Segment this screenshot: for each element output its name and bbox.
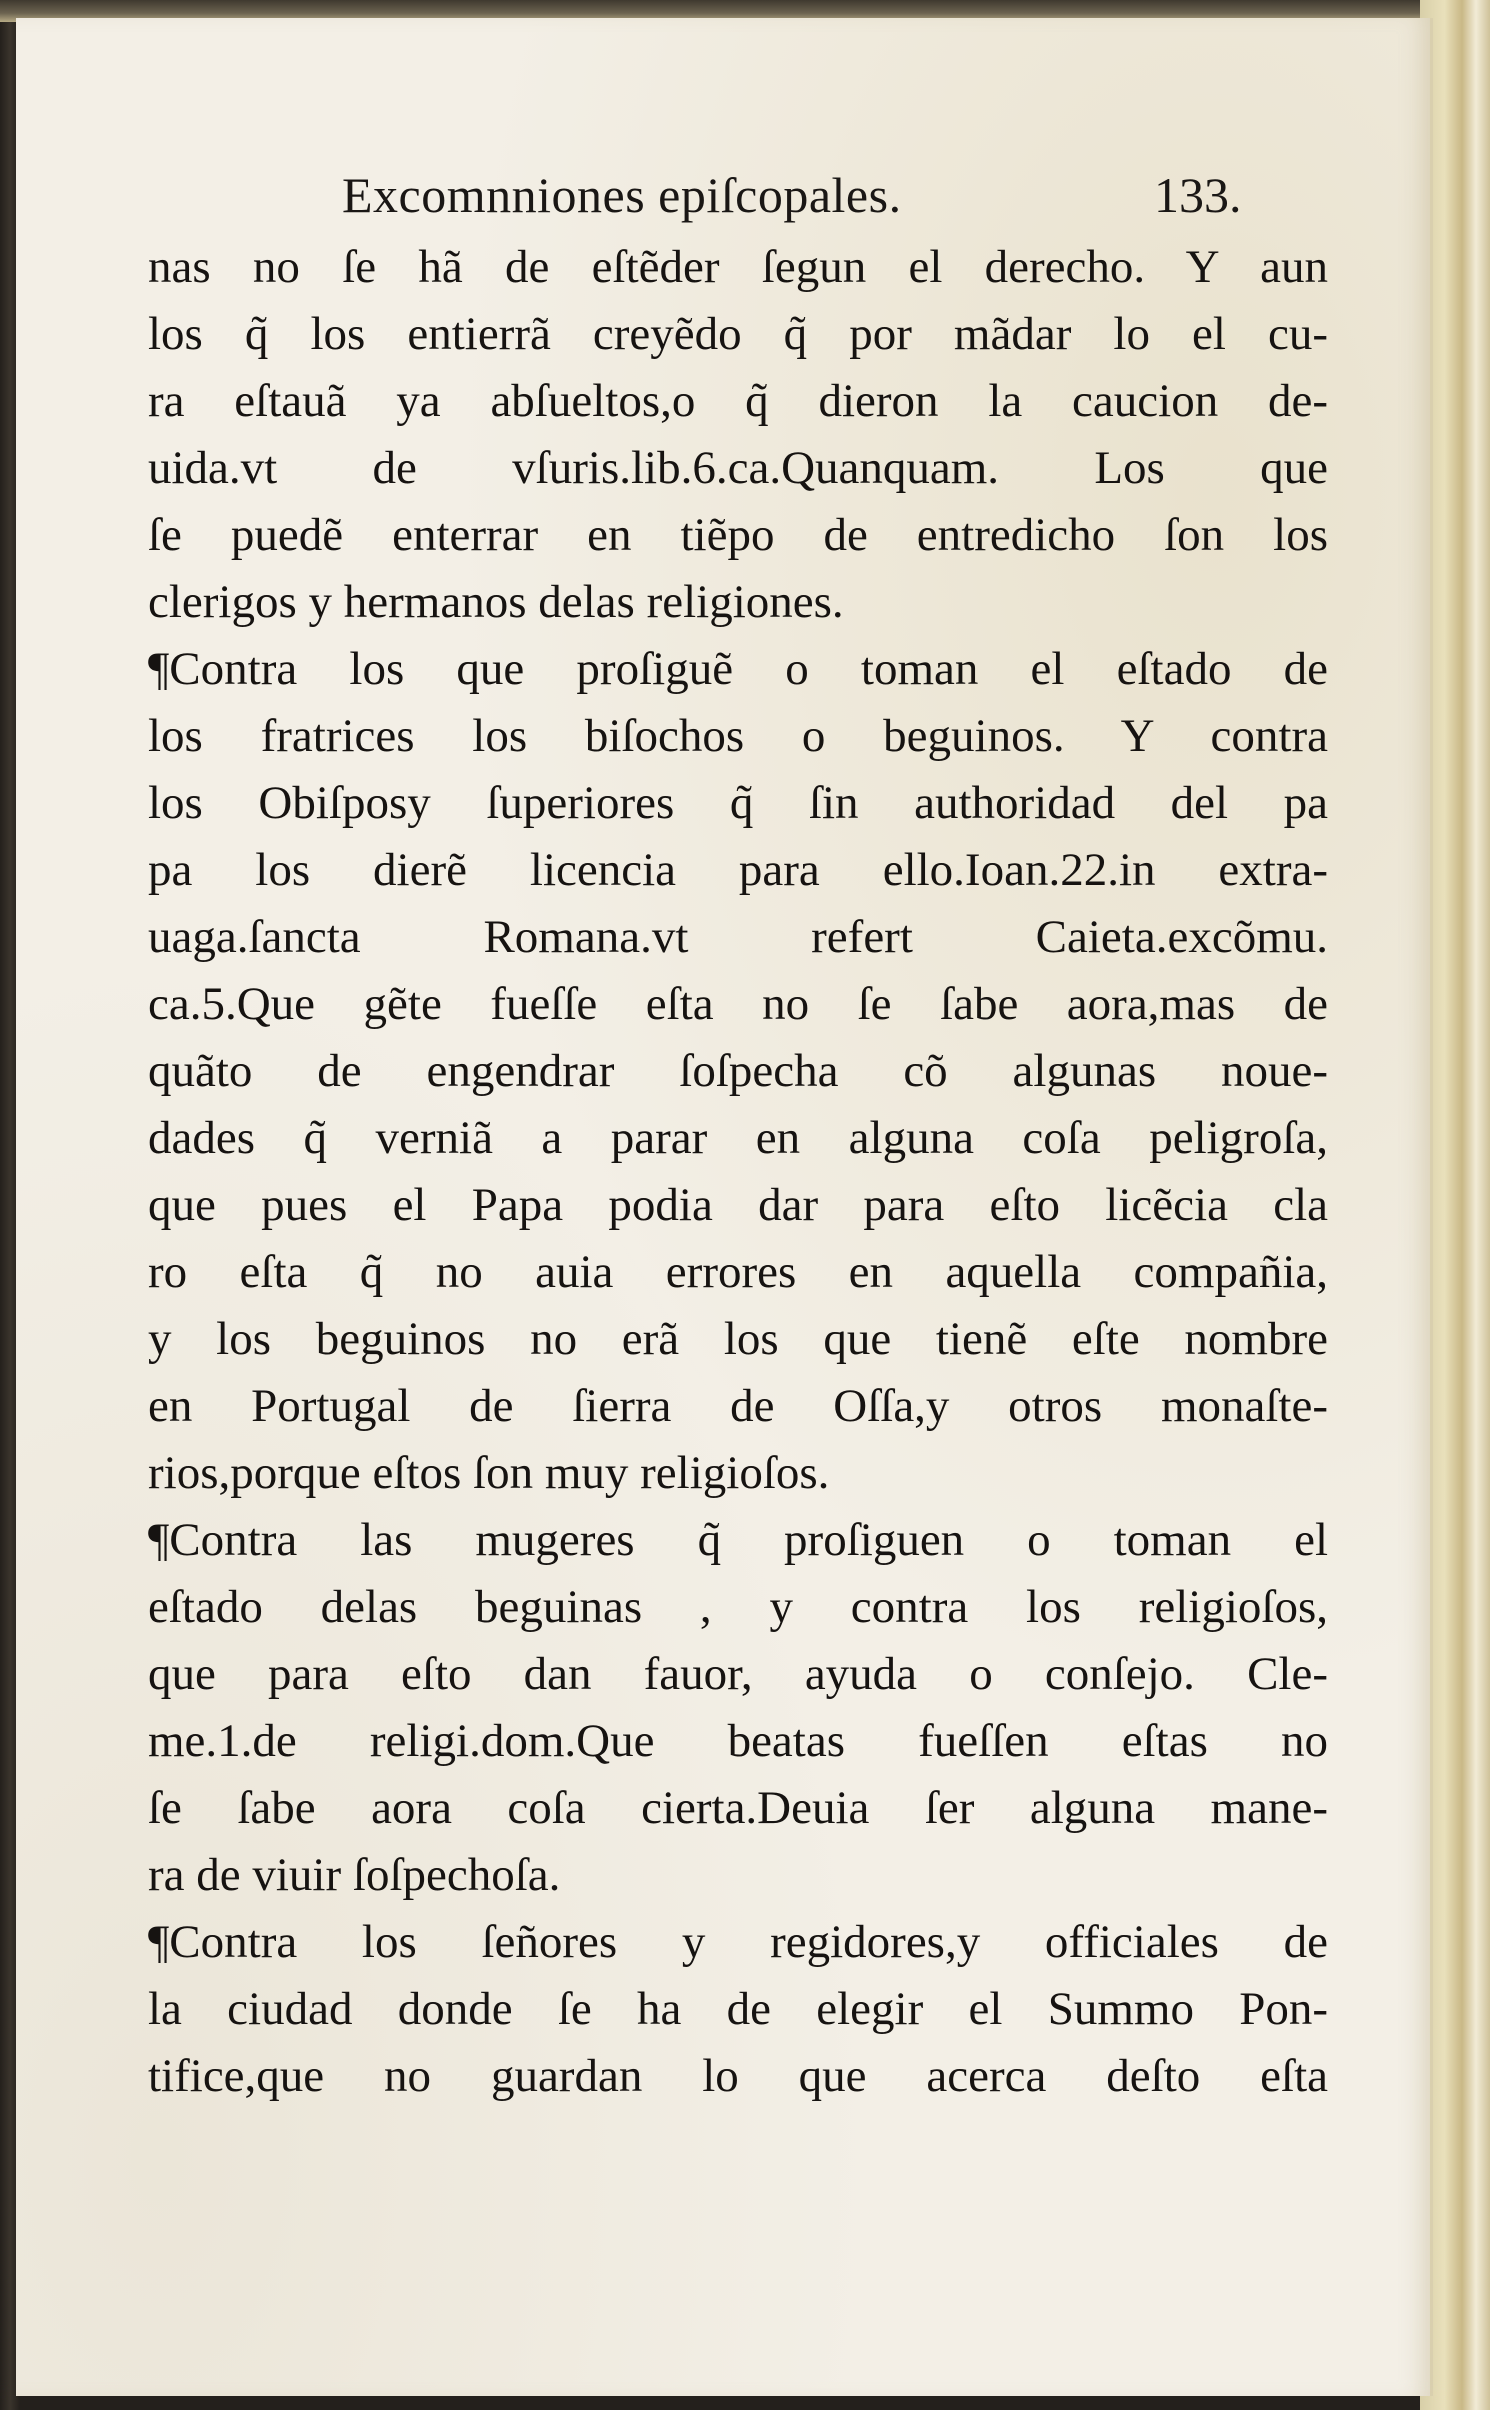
text-line: ſe ſabe aora coſa cierta.Deuia ſer alguna mane- [148, 1782, 1328, 1834]
running-title: Excomnniones epiſcopales. [342, 167, 902, 223]
text-line: dades q̃ verniã a parar en alguna coſa peligroſa, [148, 1112, 1328, 1164]
text-line: que pues el Papa podia dar para eſto licẽcia cla [148, 1179, 1328, 1231]
book-page [16, 18, 1433, 2396]
text-line: ra de viuir ſoſpechoſa. [148, 1849, 561, 1901]
text-line: quãto de engendrar ſoſpecha cõ algunas noue- [148, 1045, 1328, 1097]
text-line: ro eſta q̃ no auia errores en aquella compañia, [148, 1246, 1328, 1298]
text-line: ¶Contra los que proſiguẽ o toman el eſtado de [148, 643, 1328, 695]
page-header [16, 166, 1430, 236]
page-number: 133. [1154, 167, 1242, 223]
text-line: eſtado delas beguinas , y contra los religioſos, [148, 1581, 1328, 1633]
text-line: en Portugal de ſierra de Oſſa,y otros monaſte- [148, 1380, 1328, 1432]
text-line: los fratrices los biſochos o beguinos. Y contra [148, 710, 1328, 762]
text-line: los q̃ los entierrã creyẽdo q̃ por mãdar lo el cu- [148, 308, 1328, 360]
text-line: nas no ſe hã de eſtẽder ſegun el derecho. Y aun [148, 241, 1328, 293]
text-line: ca.5.Que gẽte fueſſe eſta no ſe ſabe aora,mas de [148, 978, 1328, 1030]
text-line: me.1.de religi.dom.Que beatas fueſſen eſtas no [148, 1715, 1328, 1767]
text-line: clerigos y hermanos delas religiones. [148, 576, 844, 628]
text-line: rios,porque eſtos ſon muy religioſos. [148, 1447, 830, 1499]
text-line: ſe puedẽ enterrar en tiẽpo de entredicho ſon los [148, 509, 1328, 561]
text-line: tifice,que no guardan lo que acerca deſto eſta [148, 2050, 1328, 2102]
page-body-text [148, 234, 1328, 2110]
text-line: ¶Contra los ſeñores y regidores,y officiales de [148, 1916, 1328, 1968]
text-line: la ciudad donde ſe ha de elegir el Summo Pon- [148, 1983, 1328, 2035]
text-line: y los beguinos no erã los que tienẽ eſte nombre [148, 1313, 1328, 1365]
text-line: uaga.ſancta Romana.vt refert Caieta.excõmu. [148, 911, 1328, 963]
text-line: ra eſtauã ya abſueltos,o q̃ dieron la caucion de- [148, 375, 1328, 427]
text-line: uida.vt de vſuris.lib.6.ca.Quanquam. Los que [148, 442, 1328, 494]
text-line: pa los dierẽ licencia para ello.Ioan.22.in extra- [148, 844, 1328, 896]
text-line: los Obiſposy ſuperiores q̃ ſin authoridad del pa [148, 777, 1328, 829]
text-line: ¶Contra las mugeres q̃ proſiguen o toman el [148, 1514, 1328, 1566]
text-line: que para eſto dan fauor, ayuda o conſejo. Cle- [148, 1648, 1328, 1700]
